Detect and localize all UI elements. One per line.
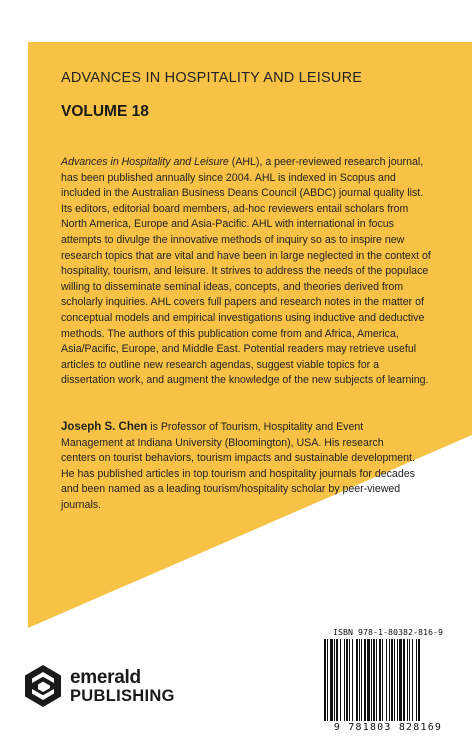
- publisher-logo: [24, 664, 175, 708]
- barcode-image: [324, 639, 452, 721]
- emerald-e-icon: [24, 664, 62, 708]
- isbn-barcode-block: [316, 627, 460, 735]
- author-name: Joseph S. Chen: [61, 421, 148, 433]
- journal-name: Advances in Hospitality and Leisure: [61, 156, 229, 168]
- isbn-label: ISBN 978-1-80382-816-9: [333, 627, 443, 637]
- barcode-digits: 9 781803 828169: [333, 722, 443, 733]
- description-body: (AHL), a peer-reviewed research journal, has been published annually since 2004. AHL is indexed in Scopus and included in the Australian Business Deans Council (ABDC) journal quality list. Its editors, editorial board members, ad-hoc reviewers entail scholars from North America, Europe and Asia-Pacific. AHL with international in focus attempts to divulge the innovative methods of inquiry so as to inspire new research topics that are vital and have been in large neglected in the context of hospitality, tourism, and leisure. It strives to address the needs of the populace willing to disseminate seminal ideas, concepts, and theories derived from scholarly inquiries. AHL covers full papers and research notes in the matter of conceptual models and empirical investigations using inductive and deductive methods. The authors of this publication come from and Africa, America, Asia/Pacific, Europe, and Middle East. Potential readers may retrieve useful articles to outline new research agendas, suggest viable topics for a dissertation work, and augment the knowledge of the new subjects of learning.: [61, 156, 431, 387]
- author-bio: [61, 420, 421, 514]
- publisher-name-line2: PUBLISHING: [70, 686, 175, 705]
- publisher-name-line1: emerald: [70, 666, 141, 688]
- series-title: ADVANCES IN HOSPITALITY AND LEISURE: [61, 70, 363, 86]
- bio-text: is Professor of Tourism, Hospitality and Event Management at Indiana University (Bloomington), USA. His research centers on tourist behaviors, tourism impacts and sustainable development. He has published articles in top tourism and hospitality journals for decades and been named as a leading tourism/hospitality scholar by peer-viewed journals.: [61, 421, 415, 511]
- volume-number: VOLUME 18: [61, 103, 149, 120]
- journal-description: [61, 155, 431, 389]
